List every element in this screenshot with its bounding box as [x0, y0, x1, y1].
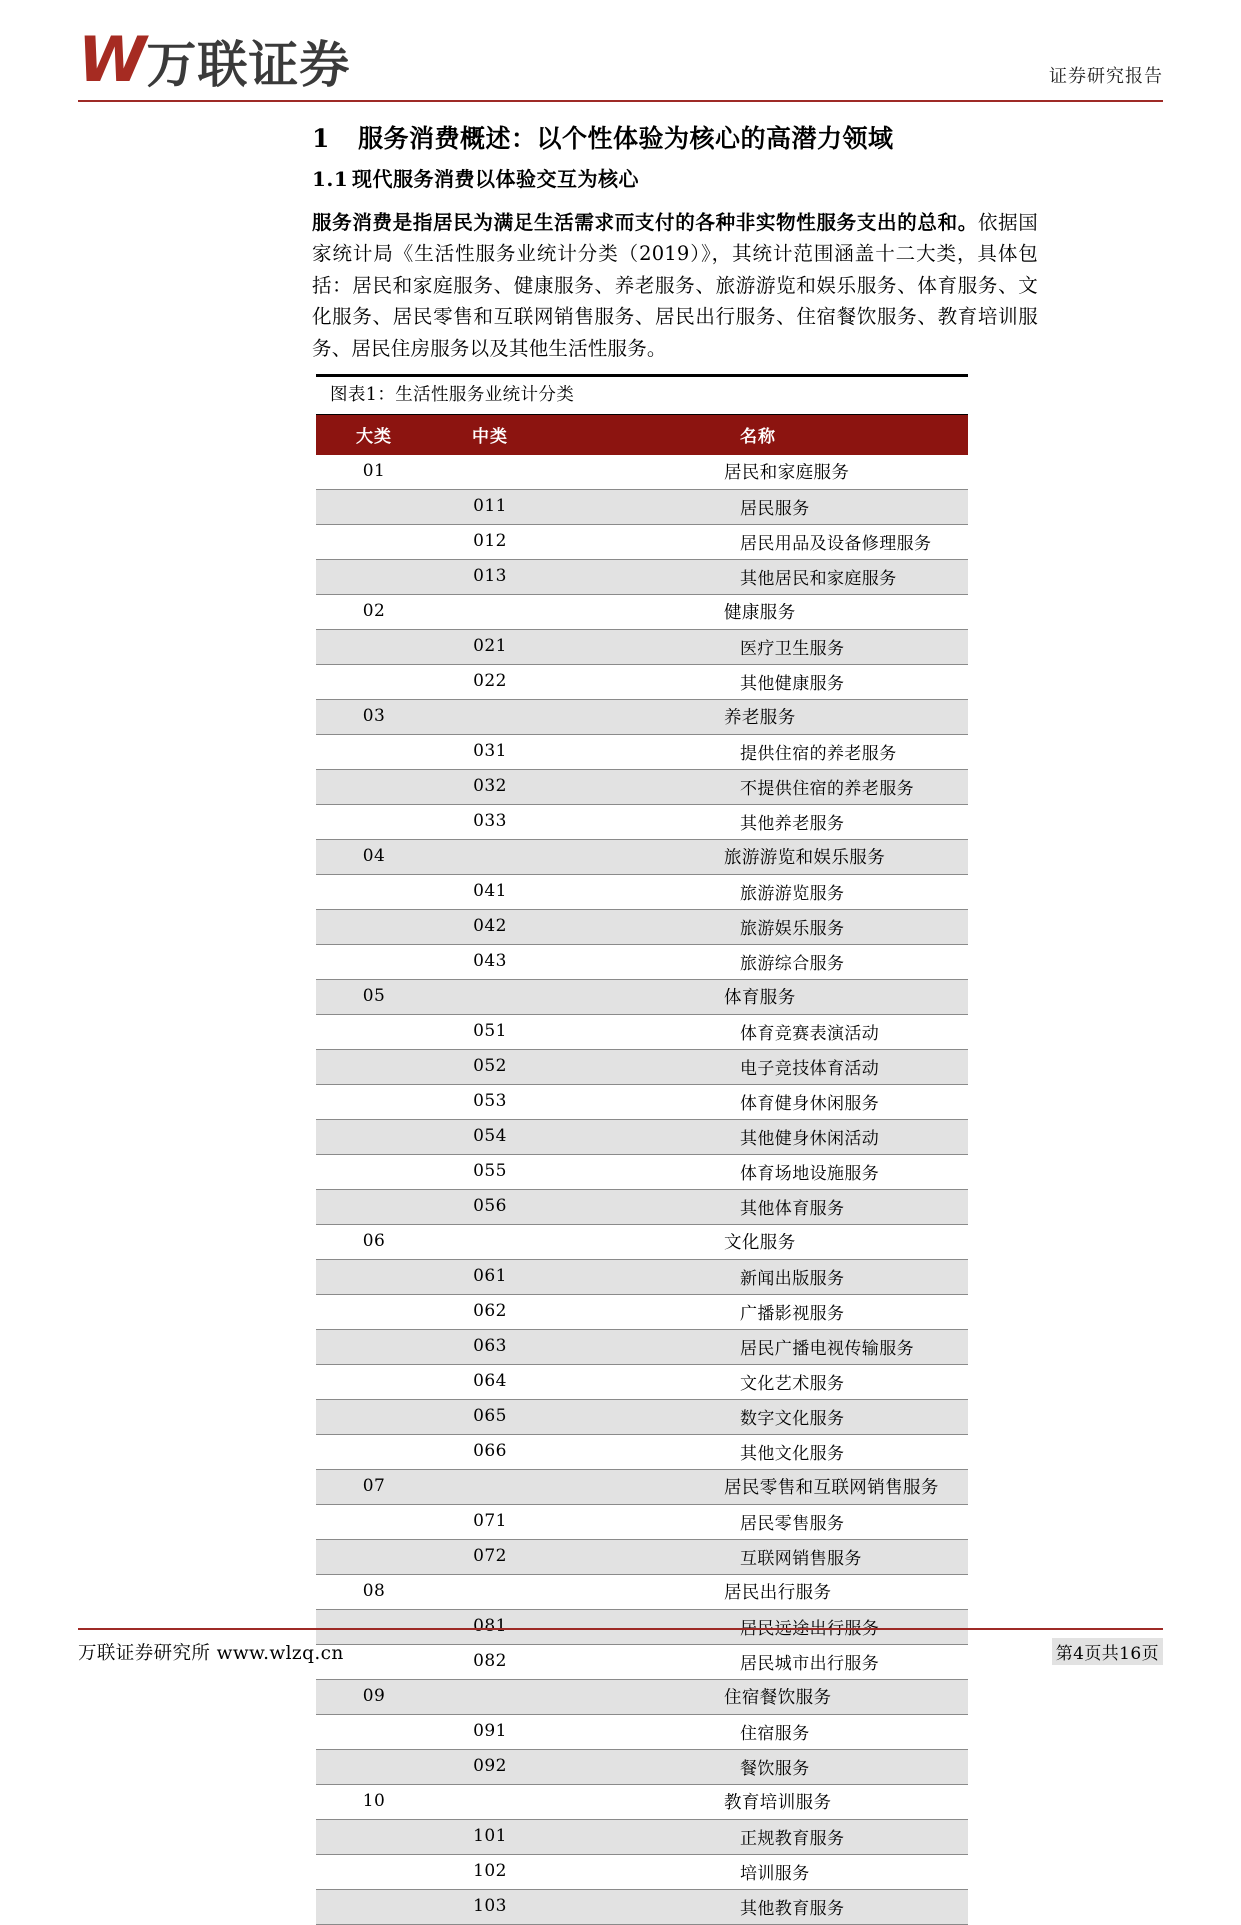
cell-mid-code: 064	[432, 1364, 548, 1399]
cell-category-name: 互联网销售服务	[548, 1539, 968, 1574]
table-row	[316, 874, 968, 909]
cell-mid-code: 052	[432, 1049, 548, 1084]
table-row	[316, 1784, 968, 1819]
cell-category-name: 体育场地设施服务	[548, 1154, 968, 1189]
footer-divider	[78, 1628, 1163, 1630]
cell-major-code: 01	[316, 455, 432, 490]
table-row	[316, 629, 968, 664]
cell-category-name: 教育培训服务	[548, 1784, 968, 1819]
company-logo	[78, 23, 351, 97]
page-header	[78, 23, 1163, 97]
table-row	[316, 1189, 968, 1224]
column-header-mid: 中类	[432, 415, 548, 455]
paragraph-lead-sentence: 服务消费是指居民为满足生活需求而支付的各种非实物性服务支出的总和。	[312, 210, 978, 234]
cell-mid-code: 022	[432, 664, 548, 699]
cell-category-name: 健康服务	[548, 594, 968, 629]
cell-mid-code: 054	[432, 1119, 548, 1154]
cell-category-name: 不提供住宿的养老服务	[548, 769, 968, 804]
cell-category-name: 居民零售和互联网销售服务	[548, 1469, 968, 1504]
table-row	[316, 1679, 968, 1714]
cell-category-name: 新闻出版服务	[548, 1259, 968, 1294]
cell-mid-code: 092	[432, 1749, 548, 1784]
cell-mid-code: 061	[432, 1259, 548, 1294]
cell-mid-code: 063	[432, 1329, 548, 1364]
report-type-label: 证券研究报告	[1049, 66, 1163, 87]
table-row	[316, 1224, 968, 1259]
table-row	[316, 1714, 968, 1749]
cell-mid-code: 042	[432, 909, 548, 944]
cell-category-name: 其他教育服务	[548, 1889, 968, 1924]
cell-category-name: 培训服务	[548, 1854, 968, 1889]
table-row	[316, 1469, 968, 1504]
cell-major-code	[316, 629, 432, 664]
cell-mid-code: 103	[432, 1889, 548, 1924]
column-header-name: 名称	[548, 415, 968, 455]
paragraph-body-text: 依据国家统计局《生活性服务业统计分类（2019）》，其统计范围涵盖十二大类，具体包括：居民和家庭服务、健康服务、养老服务、旅游游览和娱乐服务、体育服务、文化服务、居民零售和互联网销售服务、居民出行服务、住宿餐饮服务、教育培训服务、居民住房服务以及其他生活性服务。	[312, 210, 1038, 361]
cell-major-code: 02	[316, 594, 432, 629]
table-caption-bar	[316, 374, 968, 415]
cell-category-name: 旅游娱乐服务	[548, 909, 968, 944]
cell-category-name: 其他健康服务	[548, 664, 968, 699]
cell-major-code	[316, 1364, 432, 1399]
cell-mid-code: 053	[432, 1084, 548, 1119]
table-row	[316, 1504, 968, 1539]
column-header-major: 大类	[316, 415, 432, 455]
table-row	[316, 944, 968, 979]
cell-major-code: 09	[316, 1679, 432, 1714]
cell-mid-code: 031	[432, 734, 548, 769]
table-row	[316, 489, 968, 524]
cell-category-name: 餐饮服务	[548, 1749, 968, 1784]
cell-category-name: 体育服务	[548, 979, 968, 1014]
cell-category-name: 居民零售服务	[548, 1504, 968, 1539]
cell-category-name: 医疗卫生服务	[548, 629, 968, 664]
subsection-heading	[312, 166, 1038, 193]
cell-mid-code: 066	[432, 1434, 548, 1469]
subsection-title-text: 现代服务消费以体验交互为核心	[352, 166, 639, 191]
body-paragraph	[312, 207, 1038, 365]
cell-mid-code: 043	[432, 944, 548, 979]
cell-major-code: 10	[316, 1784, 432, 1819]
table-row	[316, 1539, 968, 1574]
table-row	[316, 559, 968, 594]
cell-category-name: 其他健身休闲活动	[548, 1119, 968, 1154]
cell-major-code	[316, 804, 432, 839]
cell-category-name: 居民广播电视传输服务	[548, 1329, 968, 1364]
table-row	[316, 1574, 968, 1609]
cell-major-code	[316, 1329, 432, 1364]
cell-category-name: 体育竞赛表演活动	[548, 1014, 968, 1049]
cell-mid-code: 072	[432, 1539, 548, 1574]
table-row	[316, 664, 968, 699]
cell-major-code: 06	[316, 1224, 432, 1259]
cell-major-code	[316, 1399, 432, 1434]
logo-mark-icon: W	[78, 23, 143, 97]
cell-category-name: 居民服务	[548, 489, 968, 524]
header-divider	[78, 100, 1163, 102]
section-number: 1	[312, 124, 330, 153]
table-row	[316, 1014, 968, 1049]
cell-major-code	[316, 1119, 432, 1154]
cell-major-code	[316, 1434, 432, 1469]
table-body	[316, 455, 968, 1925]
cell-mid-code	[432, 1224, 548, 1259]
cell-category-name: 旅游游览和娱乐服务	[548, 839, 968, 874]
table-row	[316, 1364, 968, 1399]
cell-mid-code: 091	[432, 1714, 548, 1749]
cell-mid-code	[432, 455, 548, 490]
table-row	[316, 1294, 968, 1329]
cell-category-name: 其他体育服务	[548, 1189, 968, 1224]
table-row	[316, 1749, 968, 1784]
table-row	[316, 594, 968, 629]
section-title-text: 服务消费概述：以个性体验为核心的高潜力领域	[358, 124, 894, 153]
table-row	[316, 1819, 968, 1854]
table-row	[316, 1154, 968, 1189]
cell-category-name: 提供住宿的养老服务	[548, 734, 968, 769]
table-row	[316, 524, 968, 559]
table-row	[316, 1889, 968, 1924]
cell-major-code	[316, 1504, 432, 1539]
cell-mid-code: 032	[432, 769, 548, 804]
cell-mid-code: 102	[432, 1854, 548, 1889]
cell-major-code	[316, 1049, 432, 1084]
classification-table	[316, 415, 968, 1925]
cell-major-code: 05	[316, 979, 432, 1014]
cell-mid-code: 041	[432, 874, 548, 909]
cell-major-code	[316, 909, 432, 944]
cell-category-name: 电子竞技体育活动	[548, 1049, 968, 1084]
table-row	[316, 699, 968, 734]
cell-category-name: 养老服务	[548, 699, 968, 734]
cell-category-name: 居民出行服务	[548, 1574, 968, 1609]
cell-mid-code: 082	[432, 1644, 548, 1679]
cell-category-name: 住宿餐饮服务	[548, 1679, 968, 1714]
table-row	[316, 1399, 968, 1434]
cell-mid-code	[432, 1784, 548, 1819]
cell-mid-code: 013	[432, 559, 548, 594]
table-row	[316, 909, 968, 944]
cell-category-name: 广播影视服务	[548, 1294, 968, 1329]
table-header-row	[316, 415, 968, 455]
cell-major-code	[316, 1084, 432, 1119]
table-caption: 图表1：生活性服务业统计分类	[330, 385, 575, 405]
cell-mid-code: 071	[432, 1504, 548, 1539]
cell-major-code	[316, 489, 432, 524]
cell-category-name: 居民城市出行服务	[548, 1644, 968, 1679]
exhibit-table-block	[316, 374, 968, 1925]
table-row	[316, 1084, 968, 1119]
cell-category-name: 其他居民和家庭服务	[548, 559, 968, 594]
table-row	[316, 1434, 968, 1469]
cell-mid-code: 065	[432, 1399, 548, 1434]
cell-mid-code: 051	[432, 1014, 548, 1049]
table-row	[316, 734, 968, 769]
main-content	[312, 122, 1038, 365]
cell-major-code	[316, 1154, 432, 1189]
page-number: 第4页共16页	[1052, 1638, 1163, 1665]
cell-mid-code: 081	[432, 1609, 548, 1644]
table-row	[316, 839, 968, 874]
cell-category-name: 正规教育服务	[548, 1819, 968, 1854]
cell-mid-code: 101	[432, 1819, 548, 1854]
table-row	[316, 804, 968, 839]
cell-category-name: 旅游游览服务	[548, 874, 968, 909]
cell-major-code	[316, 874, 432, 909]
cell-major-code	[316, 1014, 432, 1049]
logo-wordmark: 万联证券	[146, 36, 351, 94]
cell-major-code	[316, 524, 432, 559]
cell-major-code	[316, 769, 432, 804]
cell-category-name: 其他文化服务	[548, 1434, 968, 1469]
cell-major-code	[316, 664, 432, 699]
cell-category-name: 文化艺术服务	[548, 1364, 968, 1399]
cell-major-code: 07	[316, 1469, 432, 1504]
cell-mid-code: 021	[432, 629, 548, 664]
cell-mid-code: 056	[432, 1189, 548, 1224]
cell-major-code	[316, 1889, 432, 1924]
section-heading	[312, 122, 1038, 156]
cell-category-name: 居民用品及设备修理服务	[548, 524, 968, 559]
cell-major-code	[316, 1189, 432, 1224]
cell-major-code	[316, 1819, 432, 1854]
table-row	[316, 979, 968, 1014]
cell-mid-code	[432, 1574, 548, 1609]
cell-mid-code: 011	[432, 489, 548, 524]
cell-major-code	[316, 944, 432, 979]
cell-mid-code	[432, 699, 548, 734]
cell-mid-code: 033	[432, 804, 548, 839]
cell-major-code: 04	[316, 839, 432, 874]
cell-major-code	[316, 1854, 432, 1889]
cell-category-name: 其他养老服务	[548, 804, 968, 839]
table-row	[316, 1259, 968, 1294]
cell-category-name: 文化服务	[548, 1224, 968, 1259]
table-row	[316, 1329, 968, 1364]
cell-major-code	[316, 1749, 432, 1784]
cell-mid-code	[432, 1469, 548, 1504]
cell-category-name: 居民和家庭服务	[548, 455, 968, 490]
table-row	[316, 1119, 968, 1154]
page-footer	[78, 1638, 1163, 1665]
cell-mid-code: 055	[432, 1154, 548, 1189]
cell-category-name: 体育健身休闲服务	[548, 1084, 968, 1119]
table-row	[316, 769, 968, 804]
cell-mid-code	[432, 979, 548, 1014]
cell-major-code	[316, 1714, 432, 1749]
table-row	[316, 1854, 968, 1889]
cell-mid-code: 012	[432, 524, 548, 559]
table-row	[316, 1049, 968, 1084]
cell-mid-code	[432, 594, 548, 629]
cell-major-code	[316, 1259, 432, 1294]
cell-mid-code	[432, 839, 548, 874]
cell-category-name: 住宿服务	[548, 1714, 968, 1749]
cell-major-code	[316, 1539, 432, 1574]
cell-category-name: 数字文化服务	[548, 1399, 968, 1434]
cell-major-code: 03	[316, 699, 432, 734]
footer-institute-and-url: 万联证券研究所 www.wlzq.cn	[78, 1642, 344, 1664]
cell-major-code: 08	[316, 1574, 432, 1609]
cell-mid-code: 062	[432, 1294, 548, 1329]
cell-category-name: 旅游综合服务	[548, 944, 968, 979]
table-row	[316, 455, 968, 490]
cell-major-code	[316, 1294, 432, 1329]
cell-category-name: 居民远途出行服务	[548, 1609, 968, 1644]
cell-major-code	[316, 734, 432, 769]
cell-mid-code	[432, 1679, 548, 1714]
subsection-number: 1.1	[312, 166, 349, 191]
cell-major-code	[316, 559, 432, 594]
